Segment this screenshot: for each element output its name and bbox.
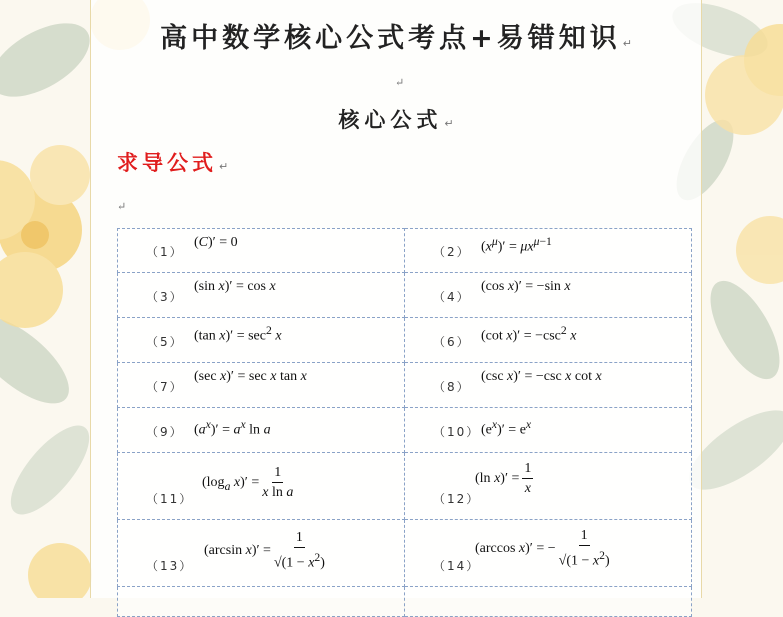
formula-cell [118, 520, 405, 587]
paragraph-mark: ↵ [117, 200, 127, 213]
formula-cell [405, 453, 692, 520]
section-heading [91, 104, 701, 134]
formula-number: （3） [146, 290, 184, 304]
table-row [118, 363, 692, 408]
table-row [118, 229, 692, 273]
formula: (C)′ = 0 [194, 235, 238, 250]
table-row [118, 453, 692, 520]
formula: (arccos x)′ = − $\frac{1}{√(1 - x^2)}$ [475, 528, 610, 569]
formula: $(a^x)' = a^x$ ln a [194, 418, 271, 438]
subsection-heading-text: 求导公式 [117, 151, 217, 175]
formula-number: （2） [433, 245, 471, 259]
formula-cell [118, 453, 405, 520]
formula-number: （11） [146, 492, 194, 506]
table-row [118, 520, 692, 587]
formula-number: （13） [146, 559, 194, 573]
paragraph-mark: ↵ [622, 37, 632, 50]
document-page [90, 0, 702, 598]
formula-number: （7） [146, 380, 184, 394]
formula: (csc x)′ = −csc x cot x [481, 369, 602, 384]
formula: (arcsin x)′ = $\frac{1}{√(1 - x^2)}$ [204, 530, 325, 571]
formula-cell [405, 520, 692, 587]
formula: (cos x)′ = −sin x [481, 279, 571, 294]
formula: ($\log_a$ x)′ = $\frac{1}{\text{x ln a}}$ [202, 465, 294, 500]
paragraph-mark: ↵ [219, 160, 229, 173]
formula-cell [405, 318, 692, 363]
formula-cell [118, 408, 405, 453]
formula-cell [405, 587, 692, 617]
formula-number: （6） [433, 335, 471, 349]
formula-cell [405, 363, 692, 408]
formula-cell [118, 363, 405, 408]
formula-number: （9） [146, 425, 184, 439]
formula-cell [118, 318, 405, 363]
subsection-heading [117, 147, 228, 177]
formula: $(e^x)' = e^x$ [481, 418, 532, 438]
formula-cell [118, 229, 405, 273]
page-title-text: 高中数学核心公式考点+易错知识 [160, 23, 621, 54]
formula: (ln x)′ = $\frac{1}{x}$ [475, 461, 532, 496]
formula: $(x^\mu)' = \mu x^{\mu-1}$ [481, 235, 552, 255]
formula-number: （4） [433, 290, 471, 304]
formula-number: （12） [433, 492, 481, 506]
paragraph-mark: ↵ [395, 76, 405, 89]
formula-cell [118, 587, 405, 617]
section-heading-text: 核心公式 [338, 108, 443, 132]
table-row [118, 318, 692, 363]
formula-cell [405, 408, 692, 453]
formula: (tan $x)' = \sec^2 x$ [194, 324, 282, 344]
page-title [91, 16, 701, 55]
paragraph-mark: ↵ [444, 117, 454, 130]
formula: (sin x)′ = cos x [194, 279, 276, 294]
table-row [118, 408, 692, 453]
formula-number: （5） [146, 335, 184, 349]
formula-number: （14） [433, 559, 481, 573]
formula-cell [118, 273, 405, 318]
formula-number: （1） [146, 245, 184, 259]
formula-cell [405, 229, 692, 273]
formula-cell [405, 273, 692, 318]
table-row [118, 273, 692, 318]
formula: (sec x)′ = sec x tan x [194, 369, 307, 384]
derivative-formula-table [117, 228, 692, 617]
table-row [118, 587, 692, 617]
formula: (cot $x)' = -\csc^2$ x [481, 324, 577, 344]
formula-number: （8） [433, 380, 471, 394]
formula-number: （10） [433, 425, 481, 439]
